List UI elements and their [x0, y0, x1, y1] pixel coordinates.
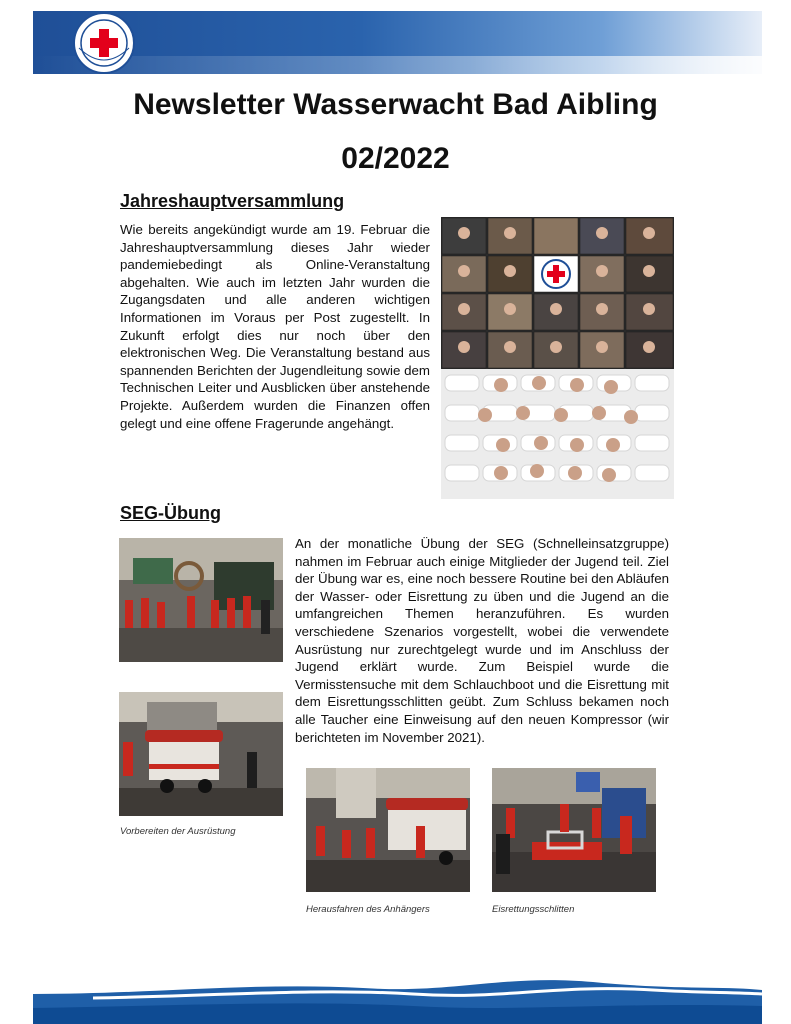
photo-trailer-out — [306, 768, 470, 892]
trailer-illustration — [119, 692, 283, 816]
video-conference-photo — [441, 217, 674, 499]
section-heading-seg-uebung: SEG-Übung — [120, 503, 221, 523]
section-text-jahreshauptversammlung: Wie bereits angekündigt wurde am 19. Februar die Jahreshauptversammlung dieses Jahr wieder pandemiebedingt als Online-Veranstaltung abgehalten. Wie auch im letzten Jahr wurden die Zugangsdaten und alle anderen wichtigen Informationen im Voraus per Post zugestellt. In Zukunft erfolgt dies nur noch über den elektronischen Weg. Die Veranstaltung bestand aus spannenden Berichten der Jugendleitung sowie dem Technischen Leiter und Ausblicken über anstehende Projekte. Außerdem wurden die Finanzen offen gelegt und eine offene Fragerunde angehängt. — [120, 222, 430, 431]
section-heading-jahreshauptversammlung: Jahreshauptversammlung — [120, 191, 345, 211]
photo-ice-rescue-sled — [492, 768, 656, 892]
trailer-out-illustration — [306, 768, 470, 892]
footer-wave — [33, 968, 762, 1024]
caption-preparing: Vorbereiten der Ausrüstung — [120, 826, 236, 837]
header-swoosh — [33, 56, 762, 74]
caption-trailer: Herausfahren des Anhängers — [306, 904, 430, 915]
header-banner — [33, 11, 762, 74]
wasserwacht-logo — [73, 12, 135, 74]
newsletter-issue: 02/2022 — [341, 142, 450, 175]
section-text-seg-uebung: An der monatliche Übung der SEG (Schnelleinsatzgruppe) nahmen im Februar auch einige Mitglieder der Jugend teil. Ziel der Übung war es, eine noch bessere Routine bei den Abläufen der Wasser- oder Eisrettung zu üben und die Jugend an die umfangreichen Themen heranzuführen. Es wurden verschiedene Szenarios vorgestellt, wobei die verwendete Ausrüstung nur zurechtgelegt wurde und im Anschluss der Jugend erklärt wurde. Zum Beispiel wurde die Vermisstensuche mit dem Schlauchboot und die Eisrettung mit dem Eisrettungsschlitten geübt. Zum Schluss bekamen noch alle Taucher eine Einweisung auf den neuen Kompressor (wir berichteten im November 2021). — [295, 536, 669, 745]
garage-team-illustration — [119, 538, 283, 662]
ice-rescue-sled-illustration — [492, 768, 656, 892]
video-conference-illustration — [441, 217, 674, 499]
photo-seg-trailer — [119, 692, 283, 816]
caption-sled: Eisrettungsschlitten — [492, 904, 575, 915]
photo-seg-garage-team — [119, 538, 283, 662]
newsletter-title: Newsletter Wasserwacht Bad Aibling — [133, 88, 658, 121]
